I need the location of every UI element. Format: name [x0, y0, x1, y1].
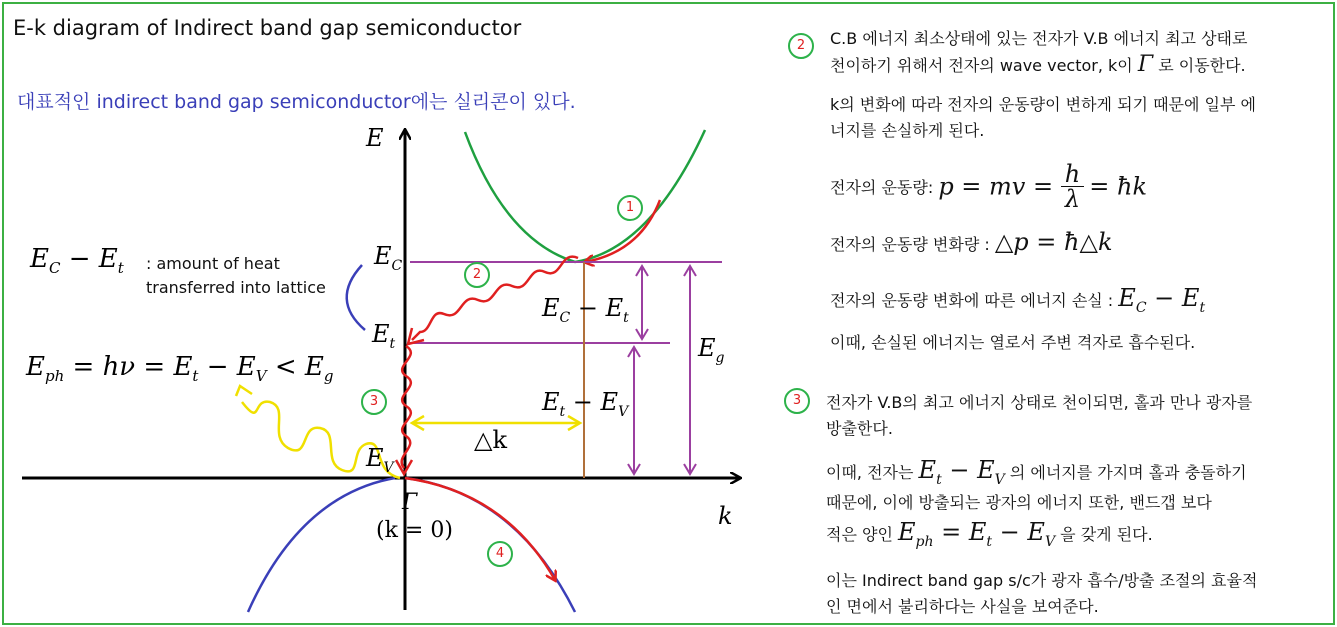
p1-line2: 너지를 손실하게 된다. [830, 121, 985, 140]
ec-label: $E_C$ [374, 242, 403, 274]
momentum-change-row: 전자의 운동량 변화량 : △p = ħ△k [830, 228, 1113, 256]
s2-line1: C.B 에너지 최소상태에 있는 전자가 V.B 에너지 최고 상태로 [830, 29, 1248, 48]
delta-k-label: △k [474, 426, 507, 454]
valence-band-left [248, 478, 395, 612]
energy-loss-row: 전자의 운동량 변화에 따른 에너지 손실 : $E_C - E_t$ [830, 284, 1206, 316]
gamma-label: Γ [402, 490, 418, 515]
k-axis-label: k [718, 502, 733, 530]
photon-energy-equation: $E_{ph} = h\nu = E_t - E_V < E_g$ [26, 352, 334, 386]
p2-line1: 이때, 전자는 $E_t - E_V$ 의 에너지를 가지며 홀과 충돌하기 [826, 456, 1247, 488]
ec-et-label: $E_C - E_t$ [542, 294, 629, 326]
eg-label: $E_g$ [698, 334, 725, 366]
p2-line3: 적은 양인 $E_{ph} = E_t - E_V$ 을 갖게 된다. [826, 518, 1153, 550]
page-title: E-k diagram of Indirect band gap semiconductor [13, 16, 522, 40]
heat-note-line1: : amount of heat [146, 254, 280, 273]
step-3-marker: 3 [361, 389, 387, 415]
et-ev-label: $E_t - E_V$ [542, 388, 629, 420]
conduction-band-left [465, 132, 575, 262]
p2-line2: 때문에, 이에 방출되는 광자의 에너지 또한, 밴드갭 보다 [826, 493, 1212, 512]
heat-note-line2: transferred into lattice [146, 278, 326, 297]
section-2-marker: 2 [788, 33, 814, 59]
heat-equation: $E_C - E_t$ [30, 244, 124, 278]
momentum-row: 전자의 운동량: p = mv = $\frac{h}{\lambda}$ = ħk [830, 160, 1148, 213]
section-3-marker: 3 [784, 388, 810, 414]
conduction-band-right [575, 130, 705, 262]
subtitle: 대표적인 indirect band gap semiconductor에는 실리콘이 있다. [17, 91, 576, 113]
heat-absorbed-note: 이때, 손실된 에너지는 열로서 주변 격자로 흡수된다. [830, 333, 1196, 352]
s3-line1: 전자가 V.B의 최고 에너지 상태로 천이되면, 홀과 만나 광자를 [826, 393, 1253, 412]
s3-line2: 방출한다. [826, 419, 893, 438]
step-4-marker: 4 [487, 541, 513, 567]
p3-line2: 인 면에서 불리하다는 사실을 보여준다. [826, 597, 1099, 616]
step-1-marker: 1 [617, 195, 643, 221]
heat-arc [347, 265, 365, 330]
et-label: $E_t$ [372, 320, 396, 352]
s2-line2: 천이하기 위해서 전자의 wave vector, k이 Γ 로 이동한다. [830, 52, 1246, 77]
k-zero-label: (k = 0) [376, 518, 453, 543]
ev-label: $E_V$ [366, 444, 394, 476]
step-2-marker: 2 [464, 262, 490, 288]
p3-line1: 이는 Indirect band gap s/c가 광자 흡수/방출 조절의 효율적 [826, 571, 1258, 590]
p1-line1: k의 변화에 따라 전자의 운동량이 변하게 되기 때문에 일부 에 [830, 95, 1256, 114]
e-axis-label: E [366, 124, 384, 152]
